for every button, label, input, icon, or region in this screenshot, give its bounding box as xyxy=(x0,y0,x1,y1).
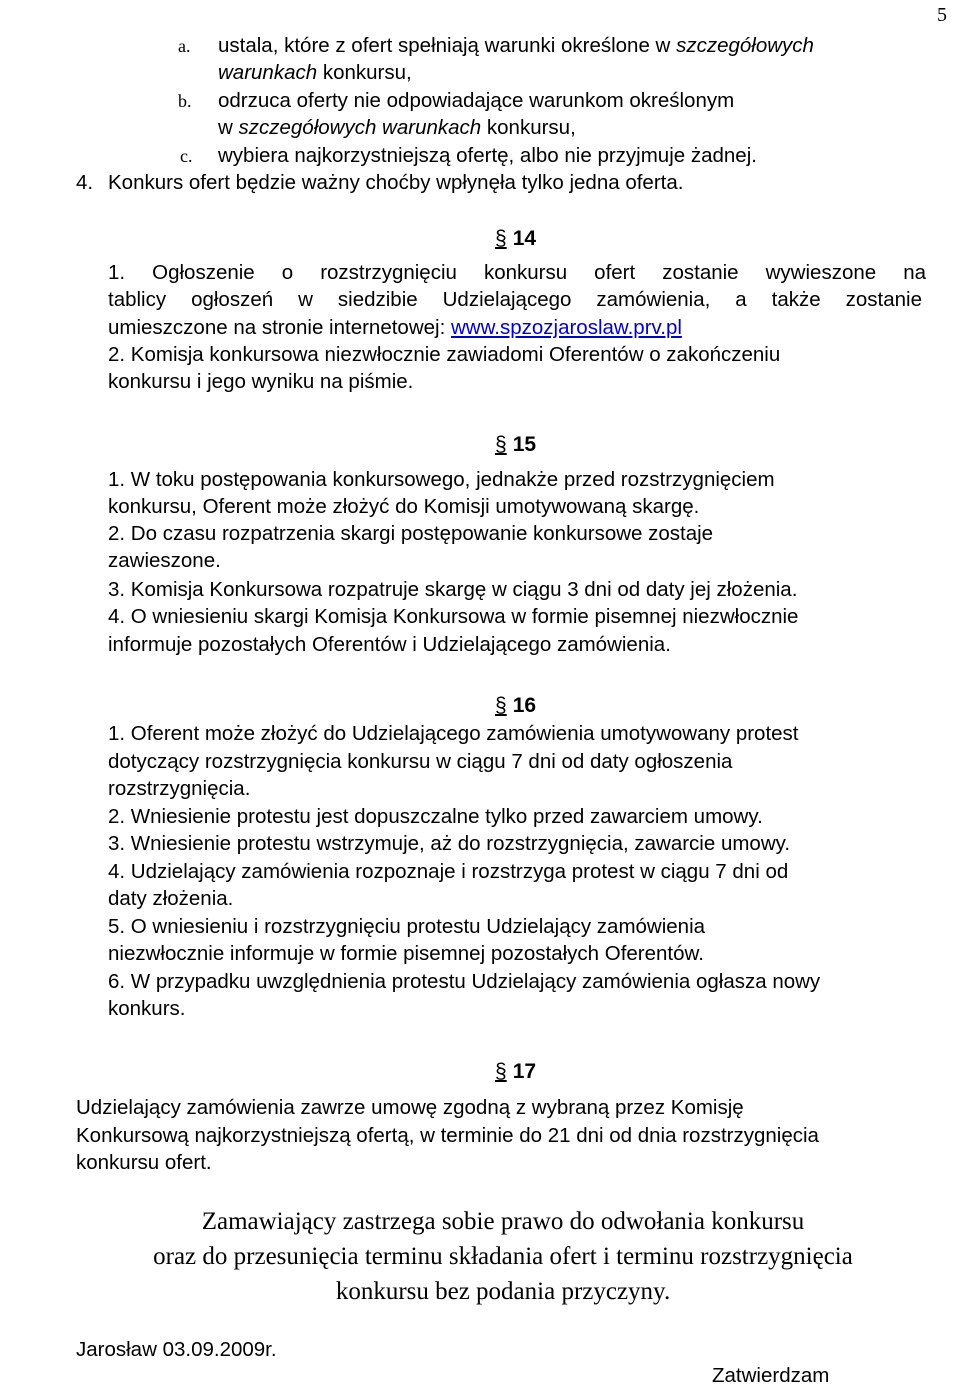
list-label-b: b. xyxy=(178,91,192,111)
section-14-heading: § 14 xyxy=(495,227,537,250)
section-15-line: informuje pozostałych Oferentów i Udzielającego zamówienia. xyxy=(108,633,671,656)
approval-label: Zatwierdzam xyxy=(712,1364,830,1387)
section-15-line: zawieszone. xyxy=(108,549,221,572)
list-item-b-line1: odrzuca oferty nie odpowiadające warunkom określonym xyxy=(218,89,735,112)
section-16-line: daty złożenia. xyxy=(108,887,234,910)
section-16-line: rozstrzygnięcia. xyxy=(108,777,251,800)
section-16-line: 6. W przypadku uwzględnienia protestu Udzielający zamówienia ogłasza nowy xyxy=(108,970,821,993)
section-14-p1-line1: 1. Ogłoszenie o rozstrzygnięciu konkursu ofert zostanie wywieszone na xyxy=(108,261,926,284)
section-16-line: dotyczący rozstrzygnięcia konkursu w ciągu 7 dni od daty ogłoszenia xyxy=(108,750,733,773)
section-15-line: konkursu, Oferent może złożyć do Komisji umotywowaną skargę. xyxy=(108,495,700,518)
page-number: 5 xyxy=(937,4,947,26)
section-15-line: 2. Do czasu rozpatrzenia skargi postępowanie konkursowe zostaje xyxy=(108,522,714,545)
section-14-p1-line3: umieszczone na stronie internetowej: www.spzozjaroslaw.prv.pl xyxy=(108,316,682,339)
section-16-line: 1. Oferent może złożyć do Udzielającego zamówienia umotywowany protest xyxy=(108,722,799,745)
section-16-line: 4. Udzielający zamówienia rozpoznaje i rozstrzyga protest w ciągu 7 dni od xyxy=(108,860,789,883)
section-16-line: 2. Wniesienie protestu jest dopuszczalne tylko przed zawarciem umowy. xyxy=(108,805,763,828)
list-item-b-line2: w szczegółowych warunkach konkursu, xyxy=(218,116,576,139)
section-16-line: konkurs. xyxy=(108,997,186,1020)
section-15-line: 1. W toku postępowania konkursowego, jednakże przed rozstrzygnięciem xyxy=(108,468,775,491)
section-14-p2-line2: konkursu i jego wyniku na piśmie. xyxy=(108,370,414,393)
section-16-line: 3. Wniesienie protestu wstrzymuje, aż do rozstrzygnięcia, zawarcie umowy. xyxy=(108,832,791,855)
section-14-p1-line2: tablicy ogłoszeń w siedzibie Udzielającego zamówienia, a także zostanie xyxy=(108,288,922,311)
website-link[interactable]: www.spzozjaroslaw.prv.pl xyxy=(451,316,682,339)
section-15-line: 4. O wniesieniu skargi Komisja Konkursowa w formie pisemnej niezwłocznie xyxy=(108,605,799,628)
section-14-p2-line1: 2. Komisja konkursowa niezwłocznie zawiadomi Oferentów o zakończeniu xyxy=(108,343,781,366)
closing-statement-line3: konkursu bez podania przyczyny. xyxy=(335,1278,671,1305)
section-15-heading: § 15 xyxy=(495,433,537,456)
section-15-line: 3. Komisja Konkursowa rozpatruje skargę w ciągu 3 dni od daty jej złożenia. xyxy=(108,578,798,601)
section-17-line: konkursu ofert. xyxy=(76,1151,212,1174)
closing-statement-line2: oraz do przesunięcia terminu składania ofert i terminu rozstrzygnięcia xyxy=(153,1243,853,1270)
section-16-line: niezwłocznie informuje w formie pisemnej pozostałych Oferentów. xyxy=(108,942,704,965)
item-4-text: Konkurs ofert będzie ważny choćby wpłynęła tylko jedna oferta. xyxy=(108,171,684,194)
place-date: Jarosław 03.09.2009r. xyxy=(76,1338,277,1361)
item-4-number: 4. xyxy=(76,171,94,194)
list-item-c: wybiera najkorzystniejszą ofertę, albo nie przyjmuje żadnej. xyxy=(218,144,757,167)
list-item-a-line1: ustala, które z ofert spełniają warunki określone w szczegółowych xyxy=(218,34,814,57)
section-17-heading: § 17 xyxy=(495,1060,537,1083)
section-17-line: Udzielający zamówienia zawrze umowę zgodną z wybraną przez Komisję xyxy=(76,1096,744,1119)
section-17-line: Konkursową najkorzystniejszą ofertą, w terminie do 21 dni od dnia rozstrzygnięcia xyxy=(76,1124,819,1147)
list-label-a: a. xyxy=(178,36,191,56)
list-label-c: c. xyxy=(180,146,193,166)
list-item-a-line2: warunkach konkursu, xyxy=(218,61,412,84)
closing-statement-line1: Zamawiający zastrzega sobie prawo do odwołania konkursu xyxy=(201,1208,805,1235)
section-16-line: 5. O wniesieniu i rozstrzygnięciu protestu Udzielający zamówienia xyxy=(108,915,706,938)
section-16-heading: § 16 xyxy=(495,694,537,717)
